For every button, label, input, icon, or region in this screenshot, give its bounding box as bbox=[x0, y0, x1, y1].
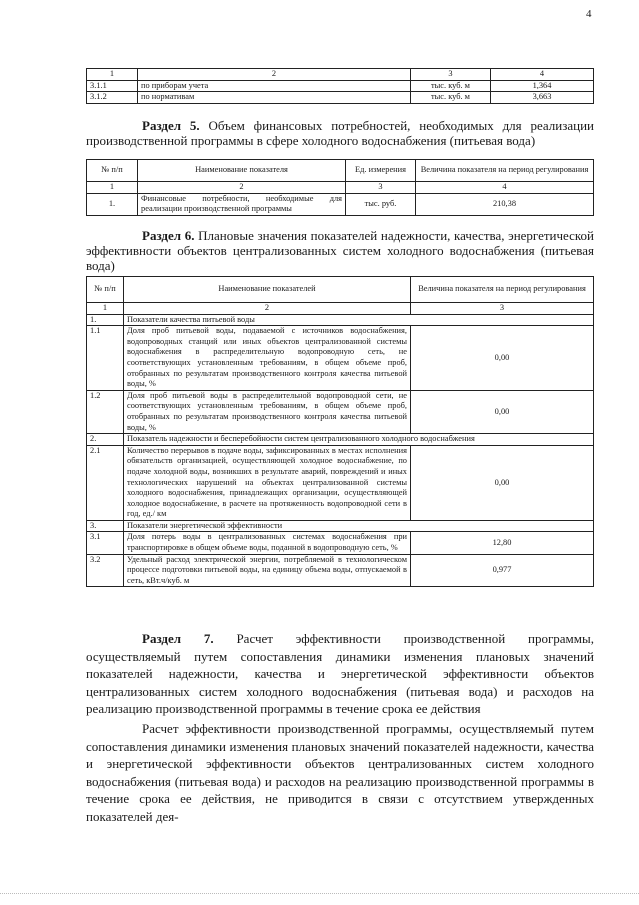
cell: 0,00 bbox=[411, 326, 594, 391]
section-5-heading bbox=[86, 118, 594, 148]
cell: 0,977 bbox=[411, 554, 594, 587]
cell: 1 bbox=[87, 303, 124, 315]
page-number: 4 bbox=[586, 8, 592, 20]
cell: 4 bbox=[491, 69, 594, 81]
section-title: Объем финансовых потребностей, необходимых для реализации производственной программы в сфере холодного водоснабжения (питьевая вода) bbox=[86, 118, 595, 148]
table-row bbox=[87, 92, 594, 104]
cell: 3. bbox=[87, 520, 124, 532]
cell: Доля потерь воды в централизованных системах водоснабжения при транспортировке в общем объеме воды, поданной в водопроводную сеть, % bbox=[124, 532, 411, 554]
section-title: Расчет эффективности производственной программы, осуществляемый путем сопоставления динамики изменения плановых значений показателей надежности, качества и энергетической эффективности объектов централизованных систем холодного водоснабжения (питьевая вода) и расходов на реализацию производственной программы в течение срока ее действия bbox=[86, 631, 594, 716]
cell: 210,38 bbox=[416, 193, 594, 215]
cell: 3 bbox=[411, 69, 491, 81]
cell: Показатели качества питьевой воды bbox=[124, 314, 594, 326]
table-row bbox=[87, 532, 594, 554]
cell: Показатель надежности и бесперебойности систем централизованного холодного водоснабжения bbox=[124, 434, 594, 446]
cell: по приборам учета bbox=[138, 80, 411, 92]
cell: № п/п bbox=[87, 277, 124, 303]
page-edge bbox=[0, 893, 639, 894]
cell: 4 bbox=[416, 182, 594, 194]
cell: 3.2 bbox=[87, 554, 124, 587]
cell: 1 bbox=[87, 182, 138, 194]
cell: 3 bbox=[411, 303, 594, 315]
cell: 3.1 bbox=[87, 532, 124, 554]
cell: Удельный расход электрической энергии, потребляемой в технологическом процессе подготовки питьевой воды, на единицу объема воды, отпускаемой в сеть, кВт.ч/куб. м bbox=[124, 554, 411, 587]
cell: Ед. измерения bbox=[346, 160, 416, 182]
table-row bbox=[87, 314, 594, 326]
cell: 1 bbox=[87, 69, 138, 81]
cell: Доля проб питьевой воды, подаваемой с источников водоснабжения, водопроводных станций или иных объектов централизованной системы водоснабжения в распределительную водопроводную сеть, не соответствующих установленным требованиям, в общем объеме проб, отобранных по результатам производственного контроля качества питьевой воды, % bbox=[124, 326, 411, 391]
cell: тыс. куб. м bbox=[411, 80, 491, 92]
cell: 0,00 bbox=[411, 445, 594, 520]
cell: Финансовые потребности, необходимые для реализации производственной программы bbox=[138, 193, 346, 215]
cell: Наименование показателей bbox=[124, 277, 411, 303]
cell: 1.1 bbox=[87, 326, 124, 391]
body-paragraph: Расчет эффективности производственной программы, осуществляемый путем сопоставления динамики изменения плановых значений показателей надежности, качества и энергетической эффективности объектов централизованных систем холодного водоснабжения (питьевая вода) и расходов на реализацию производственной программы в течение срока ее действия, не приводится в связи с отсутствием утвержденных показателей дея- bbox=[86, 721, 594, 824]
cell: Наименование показателя bbox=[138, 160, 346, 182]
cell: 0,00 bbox=[411, 390, 594, 433]
cell: 2.1 bbox=[87, 445, 124, 520]
section-label: Раздел 5. bbox=[142, 118, 200, 133]
table-row bbox=[87, 445, 594, 520]
cell: 1.2 bbox=[87, 390, 124, 433]
cell: 3.1.1 bbox=[87, 80, 138, 92]
cell: 3,663 bbox=[491, 92, 594, 104]
cell: 1. bbox=[87, 314, 124, 326]
cell: 2 bbox=[138, 69, 411, 81]
table-finance bbox=[86, 159, 594, 216]
cell: по нормативам bbox=[138, 92, 411, 104]
cell: Количество перерывов в подаче воды, зафиксированных в местах исполнения обязательств организацией, осуществляющей холодное водоснабжение, по подаче холодной воды, возникших в результате аварий, повреждений и иных технологических нарушений на объектах централизованной системы холодного водоснабжения, принадлежащих организации, осуществляющей холодное водоснабжение, в расчете на протяженность водопроводной сети в год, ед./ км bbox=[124, 445, 411, 520]
cell: 2. bbox=[87, 434, 124, 446]
table-indicators bbox=[86, 276, 594, 587]
table-volume bbox=[86, 68, 594, 104]
table-row bbox=[87, 80, 594, 92]
cell: № п/п bbox=[87, 160, 138, 182]
table-row bbox=[87, 326, 594, 391]
cell: Величина показателя на период регулирования bbox=[411, 277, 594, 303]
cell: 1,364 bbox=[491, 80, 594, 92]
cell: 3 bbox=[346, 182, 416, 194]
table-row bbox=[87, 520, 594, 532]
cell: Величина показателя на период регулирования bbox=[416, 160, 594, 182]
cell: тыс. руб. bbox=[346, 193, 416, 215]
section-label: Раздел 6. bbox=[142, 228, 195, 243]
table-row bbox=[87, 434, 594, 446]
section-title: Плановые значения показателей надежности, качества, энергетической эффективности объектов централизованных систем холодного водоснабжения (питьевая вода) bbox=[86, 228, 595, 273]
cell: тыс. куб. м bbox=[411, 92, 491, 104]
section-6-heading bbox=[86, 228, 594, 273]
cell: 12,80 bbox=[411, 532, 594, 554]
table-header-row bbox=[87, 69, 594, 81]
cell: 2 bbox=[138, 182, 346, 194]
table-row bbox=[87, 390, 594, 433]
table-row bbox=[87, 193, 594, 215]
section-label: Раздел 7. bbox=[142, 631, 214, 646]
cell: 2 bbox=[124, 303, 411, 315]
cell: Доля проб питьевой воды в распределительной водопроводной сети, не соответствующих установленным требованиям, в общем объеме проб, отобранных по результатам производственного контроля качества питьевой воды, % bbox=[124, 390, 411, 433]
table-row bbox=[87, 554, 594, 587]
cell: 1. bbox=[87, 193, 138, 215]
cell: Показатели энергетической эффективности bbox=[124, 520, 594, 532]
cell: 3.1.2 bbox=[87, 92, 138, 104]
section-7-heading bbox=[86, 630, 594, 718]
